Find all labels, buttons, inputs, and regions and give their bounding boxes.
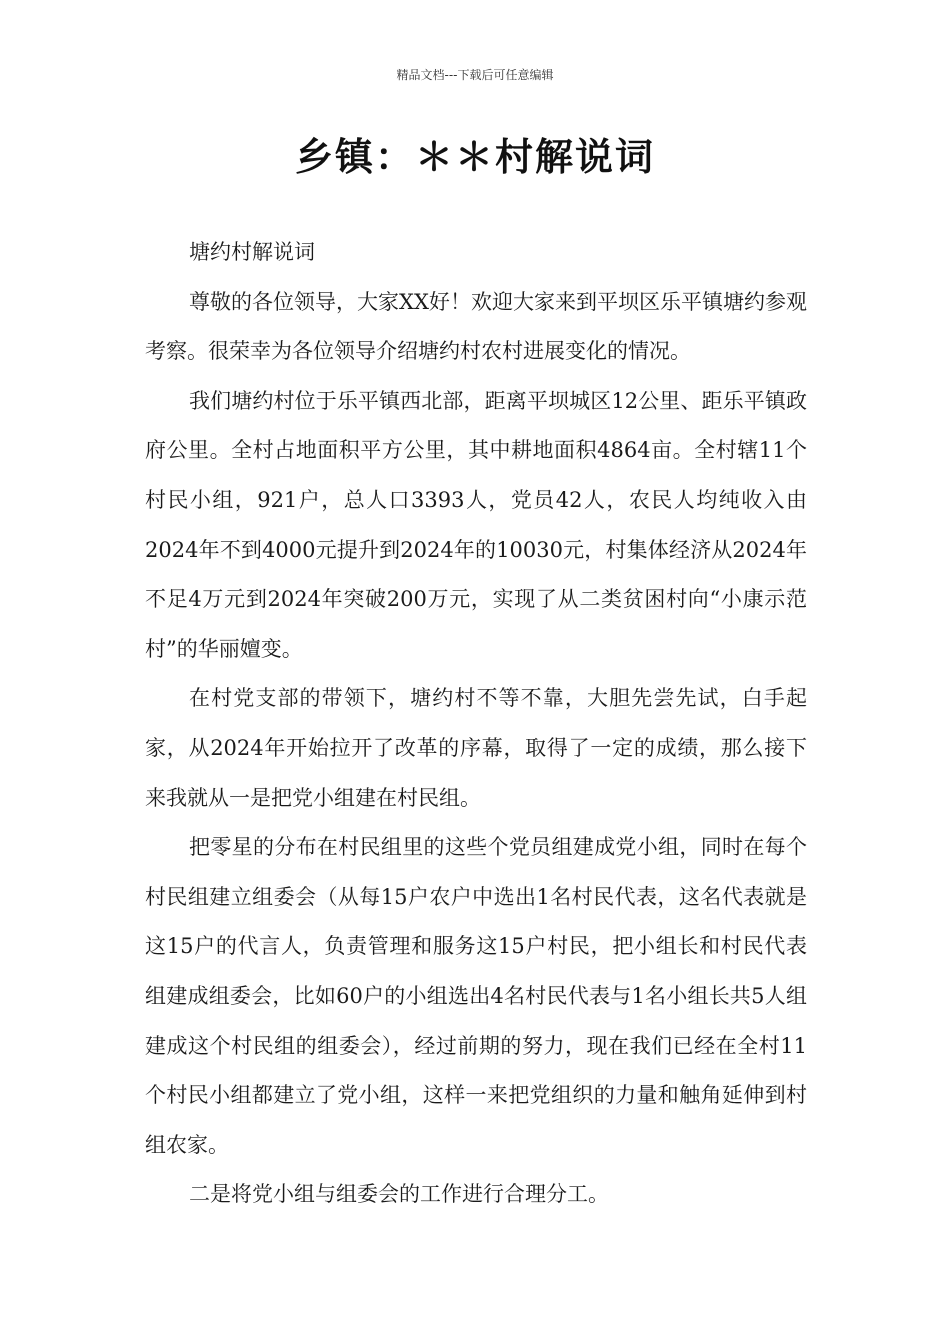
paragraph-party-groups: 把零星的分布在村民组里的这些个党员组建成党小组，同时在每个村民组建立组委会（从每15户农户中选出1名村民代表，这名代表就是这15户的代言人，负责管理和服务这15户村民，把小组长和村民代表组建成组委会，比如60户的小组选出4名村民代表与1名小组长共5人组建成这个村民组的组委会），经过前期的努力，现在我们已经在全村11个村民小组都建立了党小组，这样一来把党组织的力量和触角延伸到村组农家。 [145,835,807,1157]
document-body [145,228,807,1220]
document-title: 乡镇：＊＊村解说词 [294,135,655,179]
section-subtitle: 塘约村解说词 [189,240,315,264]
paragraph-reform-start: 在村党支部的带领下，塘约村不等不靠，大胆先尝先试，白手起家，从2024年开始拉开了改革的序幕，取得了一定的成绩，那么接下来我就从一是把党小组建在村民组。 [145,686,807,810]
paragraph-village-overview: 我们塘约村位于乐平镇西北部，距离平坝城区12公里、距乐平镇政府公里。全村占地面积平方公里，其中耕地面积4864亩。全村辖11个村民小组，921户，总人口3393人，党员42人，农民人均纯收入由2024年不到4000元提升到2024年的10030元，村集体经济从2024年不足4万元到2024年突破200万元，实现了从二类贫困村向“小康示范村”的华丽嬗变。 [145,388,807,661]
page-header-note: 精品文档---下载后可任意编辑 [396,68,554,82]
paragraph-greeting: 尊敬的各位领导，大家XX好！欢迎大家来到平坝区乐平镇塘约参观考察。很荣幸为各位领导介绍塘约村农村进展变化的情况。 [145,289,807,364]
paragraph-division-of-work: 二是将党小组与组委会的工作进行合理分工。 [189,1182,609,1207]
